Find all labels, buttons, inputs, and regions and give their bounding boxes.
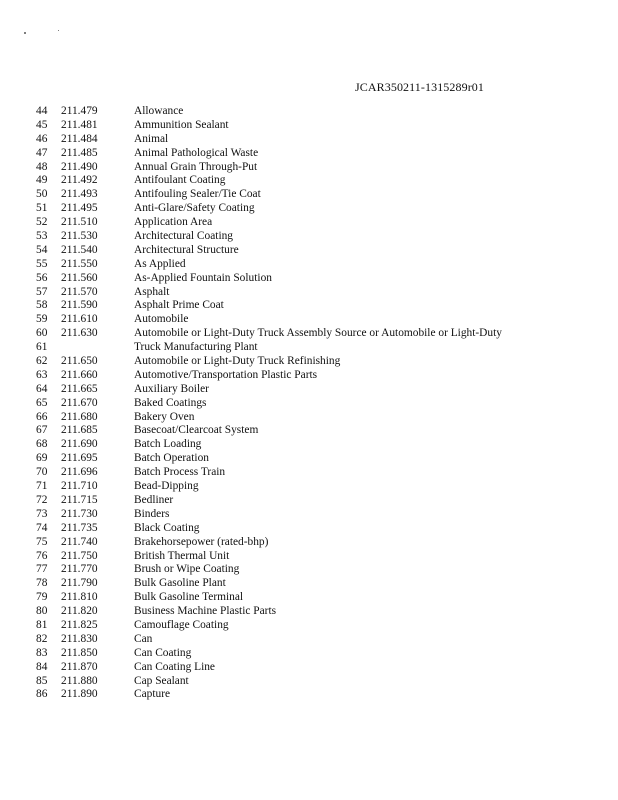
section-number: 211.630 — [61, 327, 98, 340]
defined-term: Bulk Gasoline Terminal — [134, 591, 244, 604]
section-number: 211.510 — [61, 216, 98, 229]
defined-term: Bakery Oven — [134, 410, 195, 423]
section-number: 211.880 — [61, 674, 98, 687]
line-number: 63 — [36, 368, 48, 381]
defined-term: Architectural Structure — [134, 243, 239, 256]
defined-term: Automobile or Light-Duty Truck Assembly Source or Automobile or Light-Duty — [134, 327, 502, 340]
line-number: 50 — [36, 188, 48, 201]
scan-speck — [24, 32, 26, 34]
line-number: 61 — [36, 341, 48, 354]
section-number: 211.481 — [61, 118, 98, 131]
line-number: 54 — [36, 243, 48, 256]
section-number: 211.825 — [61, 618, 98, 631]
list-item — [0, 202, 618, 216]
list-item — [0, 230, 618, 244]
line-number: 83 — [36, 646, 48, 659]
defined-term: British Thermal Unit — [134, 549, 230, 562]
list-item — [0, 216, 618, 230]
definition-list — [0, 105, 618, 702]
list-item — [0, 161, 618, 175]
list-item — [0, 536, 618, 550]
section-number: 211.540 — [61, 243, 98, 256]
defined-term: Antifoulant Coating — [134, 174, 226, 187]
list-item — [0, 675, 618, 689]
list-item — [0, 313, 618, 327]
section-number: 211.690 — [61, 438, 98, 451]
defined-term: Bead-Dipping — [134, 480, 199, 493]
section-number: 211.680 — [61, 410, 98, 423]
line-number: 78 — [36, 577, 48, 590]
line-number: 60 — [36, 327, 48, 340]
defined-term: Animal — [134, 132, 169, 145]
defined-term: Animal Pathological Waste — [134, 146, 259, 159]
defined-term: Brakehorsepower (rated-bhp) — [134, 535, 269, 548]
section-number: 211.493 — [61, 188, 98, 201]
defined-term: Antifouling Sealer/Tie Coat — [134, 188, 261, 201]
line-number: 77 — [36, 563, 48, 576]
list-item — [0, 341, 618, 355]
section-number: 211.710 — [61, 480, 98, 493]
list-item — [0, 550, 618, 564]
list-item — [0, 480, 618, 494]
defined-term: Asphalt — [134, 285, 170, 298]
defined-term: Automotive/Transportation Plastic Parts — [134, 368, 318, 381]
section-number: 211.485 — [61, 146, 98, 159]
line-number: 52 — [36, 216, 48, 229]
defined-term: As Applied — [134, 257, 186, 270]
section-number: 211.730 — [61, 507, 98, 520]
list-item — [0, 563, 618, 577]
defined-term: Baked Coatings — [134, 396, 207, 409]
section-number: 211.890 — [61, 688, 98, 701]
section-number: 211.495 — [61, 202, 98, 215]
section-number: 211.735 — [61, 521, 98, 534]
defined-term: Truck Manufacturing Plant — [134, 341, 258, 354]
line-number: 58 — [36, 299, 48, 312]
section-number: 211.870 — [61, 660, 98, 673]
list-item — [0, 327, 618, 341]
line-number: 73 — [36, 507, 48, 520]
list-item — [0, 605, 618, 619]
defined-term: Automobile or Light-Duty Truck Refinishing — [134, 355, 341, 368]
section-number: 211.670 — [61, 396, 98, 409]
line-number: 56 — [36, 271, 48, 284]
section-number: 211.610 — [61, 313, 98, 326]
section-number: 211.550 — [61, 257, 98, 270]
section-number: 211.770 — [61, 563, 98, 576]
section-number: 211.685 — [61, 424, 98, 437]
line-number: 55 — [36, 257, 48, 270]
section-number: 211.830 — [61, 632, 98, 645]
line-number: 80 — [36, 605, 48, 618]
defined-term: Anti-Glare/Safety Coating — [134, 202, 255, 215]
defined-term: Batch Operation — [134, 452, 209, 465]
defined-term: As-Applied Fountain Solution — [134, 271, 272, 284]
list-item — [0, 119, 618, 133]
section-number: 211.740 — [61, 535, 98, 548]
defined-term: Application Area — [134, 216, 213, 229]
line-number: 81 — [36, 618, 48, 631]
section-number: 211.560 — [61, 271, 98, 284]
list-item — [0, 105, 618, 119]
defined-term: Allowance — [134, 105, 184, 117]
line-number: 75 — [36, 535, 48, 548]
defined-term: Basecoat/Clearcoat System — [134, 424, 259, 437]
line-number: 66 — [36, 410, 48, 423]
list-item — [0, 174, 618, 188]
line-number: 74 — [36, 521, 48, 534]
scan-speck — [58, 30, 59, 31]
document-id: JCAR350211-1315289r01 — [355, 80, 484, 94]
list-item — [0, 577, 618, 591]
line-number: 84 — [36, 660, 48, 673]
line-number: 45 — [36, 118, 48, 131]
line-number: 86 — [36, 688, 48, 701]
section-number: 211.490 — [61, 160, 98, 173]
section-number: 211.750 — [61, 549, 98, 562]
section-number: 211.820 — [61, 605, 98, 618]
section-number: 211.850 — [61, 646, 98, 659]
defined-term: Auxiliary Boiler — [134, 382, 209, 395]
list-item — [0, 299, 618, 313]
list-item — [0, 591, 618, 605]
list-item — [0, 438, 618, 452]
defined-term: Binders — [134, 507, 170, 520]
defined-term: Can Coating Line — [134, 660, 215, 673]
section-number: 211.810 — [61, 591, 98, 604]
line-number: 72 — [36, 493, 48, 506]
line-number: 44 — [36, 105, 48, 117]
defined-term: Cap Sealant — [134, 674, 189, 687]
line-number: 47 — [36, 146, 48, 159]
defined-term: Bulk Gasoline Plant — [134, 577, 226, 590]
defined-term: Asphalt Prime Coat — [134, 299, 224, 312]
defined-term: Capture — [134, 688, 171, 701]
section-number: 211.492 — [61, 174, 98, 187]
list-item — [0, 188, 618, 202]
line-number: 69 — [36, 452, 48, 465]
section-number: 211.790 — [61, 577, 98, 590]
defined-term: Architectural Coating — [134, 230, 234, 243]
list-item — [0, 369, 618, 383]
line-number: 57 — [36, 285, 48, 298]
line-number: 70 — [36, 466, 48, 479]
list-item — [0, 147, 618, 161]
section-number: 211.484 — [61, 132, 98, 145]
list-item — [0, 494, 618, 508]
list-item — [0, 411, 618, 425]
defined-term: Batch Loading — [134, 438, 202, 451]
section-number: 211.590 — [61, 299, 98, 312]
list-item — [0, 522, 618, 536]
list-item — [0, 244, 618, 258]
defined-term: Can — [134, 632, 153, 645]
list-item — [0, 647, 618, 661]
line-number: 79 — [36, 591, 48, 604]
line-number: 76 — [36, 549, 48, 562]
list-item — [0, 355, 618, 369]
defined-term: Ammunition Sealant — [134, 118, 229, 131]
line-number: 65 — [36, 396, 48, 409]
defined-term: Automobile — [134, 313, 189, 326]
line-number: 68 — [36, 438, 48, 451]
line-number: 49 — [36, 174, 48, 187]
section-number: 211.650 — [61, 355, 98, 368]
section-number: 211.530 — [61, 230, 98, 243]
list-item — [0, 466, 618, 480]
defined-term: Business Machine Plastic Parts — [134, 605, 277, 618]
line-number: 59 — [36, 313, 48, 326]
list-item — [0, 272, 618, 286]
list-item — [0, 633, 618, 647]
line-number: 46 — [36, 132, 48, 145]
list-item — [0, 397, 618, 411]
defined-term: Batch Process Train — [134, 466, 226, 479]
list-item — [0, 619, 618, 633]
list-item — [0, 661, 618, 675]
section-number: 211.696 — [61, 466, 98, 479]
line-number: 62 — [36, 355, 48, 368]
section-number: 211.570 — [61, 285, 98, 298]
line-number: 71 — [36, 480, 48, 493]
list-item — [0, 424, 618, 438]
section-number: 211.479 — [61, 105, 98, 117]
defined-term: Brush or Wipe Coating — [134, 563, 240, 576]
line-number: 53 — [36, 230, 48, 243]
defined-term: Camouflage Coating — [134, 618, 229, 631]
list-item — [0, 286, 618, 300]
section-number: 211.695 — [61, 452, 98, 465]
list-item — [0, 383, 618, 397]
list-item — [0, 508, 618, 522]
line-number: 82 — [36, 632, 48, 645]
section-number: 211.660 — [61, 368, 98, 381]
defined-term: Annual Grain Through-Put — [134, 160, 258, 173]
list-item — [0, 258, 618, 272]
defined-term: Bedliner — [134, 493, 174, 506]
line-number: 48 — [36, 160, 48, 173]
section-number: 211.665 — [61, 382, 98, 395]
line-number: 51 — [36, 202, 48, 215]
list-item — [0, 688, 618, 702]
list-item — [0, 452, 618, 466]
list-item — [0, 133, 618, 147]
section-number: 211.715 — [61, 493, 98, 506]
line-number: 85 — [36, 674, 48, 687]
line-number: 64 — [36, 382, 48, 395]
defined-term: Can Coating — [134, 646, 192, 659]
line-number: 67 — [36, 424, 48, 437]
defined-term: Black Coating — [134, 521, 200, 534]
